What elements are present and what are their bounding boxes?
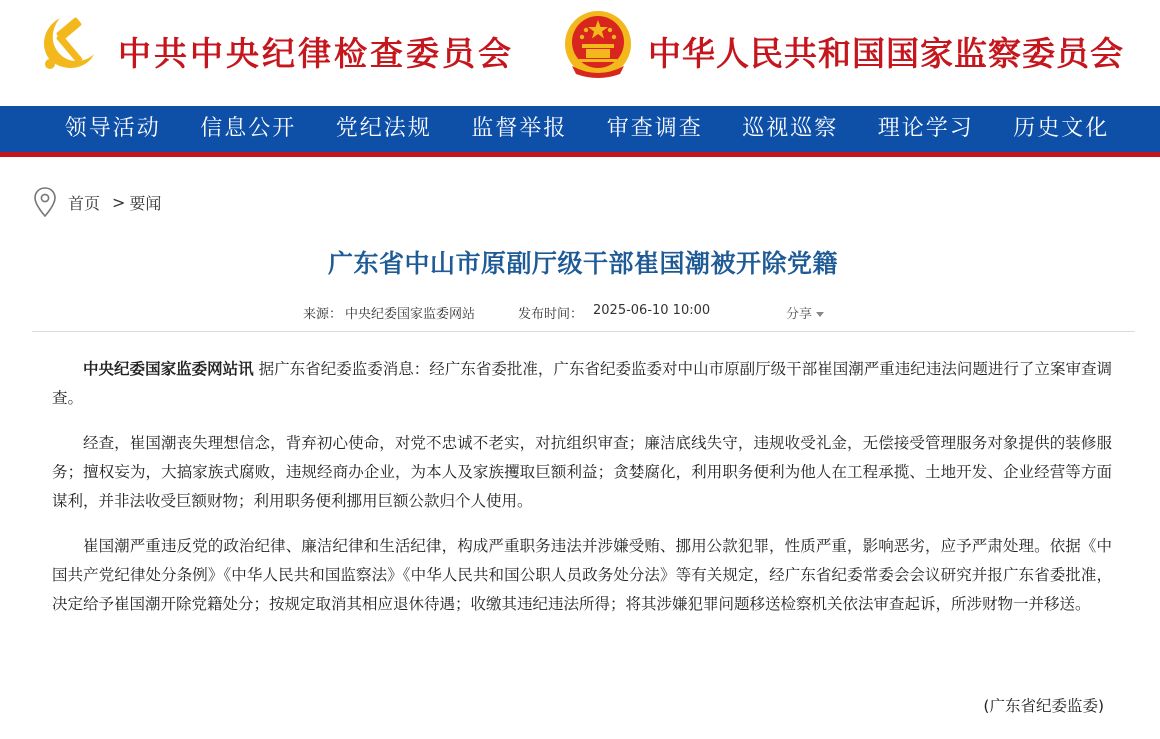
article-source-sign: (广东省纪委监委) (983, 697, 1104, 715)
publish-time-label: 发布时间： (518, 307, 584, 322)
publish-time-value: 2025-06-10 10:00 (593, 303, 711, 318)
article-body (52, 355, 1112, 635)
breadcrumb (32, 186, 161, 218)
paragraph-1 (52, 355, 1112, 413)
nav-item-info-disclosure[interactable]: 信息公开 (200, 116, 297, 141)
breadcrumb-home-link[interactable]: 首页 (68, 193, 101, 213)
nav-item-investigation[interactable]: 审查调查 (606, 116, 703, 141)
breadcrumb-current[interactable]: 要闻 (129, 193, 162, 213)
nav-item-report[interactable]: 监督举报 (471, 116, 568, 141)
nav-item-theory[interactable]: 理论学习 (877, 116, 974, 141)
party-emblem-icon[interactable] (36, 10, 102, 76)
nav-item-history[interactable]: 历史文化 (1013, 116, 1110, 141)
nav-item-inspection[interactable]: 巡视巡察 (742, 116, 839, 141)
site-header (0, 0, 1160, 106)
share-dropdown[interactable] (786, 303, 824, 322)
meta-divider (32, 331, 1135, 332)
lead-tag: 中央纪委国家监委网站讯 (83, 360, 254, 378)
national-supervisory-commission-title: 中华人民共和国国家监察委员会 (648, 34, 1124, 73)
nav-item-leadership[interactable]: 领导活动 (64, 116, 161, 141)
source-value: 中央纪委国家监委网站 (345, 307, 476, 322)
paragraph-3: 崔国潮严重违反党的政治纪律、廉洁纪律和生活纪律，构成严重职务违法并涉嫌受贿、挪用公款犯罪，性质严重，影响恶劣，应予严肃处理。依据《中国共产党纪律处分条例》《中华人民共和国监察法》《中华人民共和国公职人员政务处分法》等有关规定，经广东省纪委常委会会议研究并报广东省委批准，决定给予崔国潮开除党籍处分；按规定取消其相应退休待遇；收缴其违纪违法所得；将其涉嫌犯罪问题移送检察机关依法审查起诉，所涉财物一并移送。 (52, 537, 1112, 613)
share-label: 分享 (786, 307, 813, 322)
paragraph-2: 经查，崔国潮丧失理想信念，背弃初心使命，对党不忠诚不老实，对抗组织审查；廉洁底线失守，违规收受礼金，无偿接受管理服务对象提供的装修服务；擅权妄为，大搞家族式腐败，违规经商办企业，为本人及家族攫取巨额利益；贪婪腐化，利用职务便利为他人在工程承揽、土地开发、企业经营等方面谋利，并非法收受巨额财物；利用职务便利挪用巨额公款归个人使用。 (52, 434, 1112, 510)
source-label: 来源： (303, 307, 343, 322)
paragraph-1-text: 据广东省纪委监委消息：经广东省委批准，广东省纪委监委对中山市原副厅级干部崔国潮严重违纪违法问题进行了立案审查调查。 (52, 360, 1112, 407)
breadcrumb-separator: > (112, 192, 126, 212)
article-title: 广东省中山市原副厅级干部崔国潮被开除党籍 (327, 249, 838, 278)
location-pin-icon (32, 186, 58, 218)
nav-item-regulations[interactable]: 党纪法规 (335, 116, 432, 141)
national-emblem-icon[interactable] (562, 8, 634, 80)
article-meta (0, 303, 1160, 323)
main-nav (0, 106, 1160, 152)
caret-down-icon (816, 312, 824, 317)
cpc-discipline-commission-title: 中共中央纪律检查委员会 (118, 34, 514, 73)
nav-red-stripe (0, 152, 1160, 157)
